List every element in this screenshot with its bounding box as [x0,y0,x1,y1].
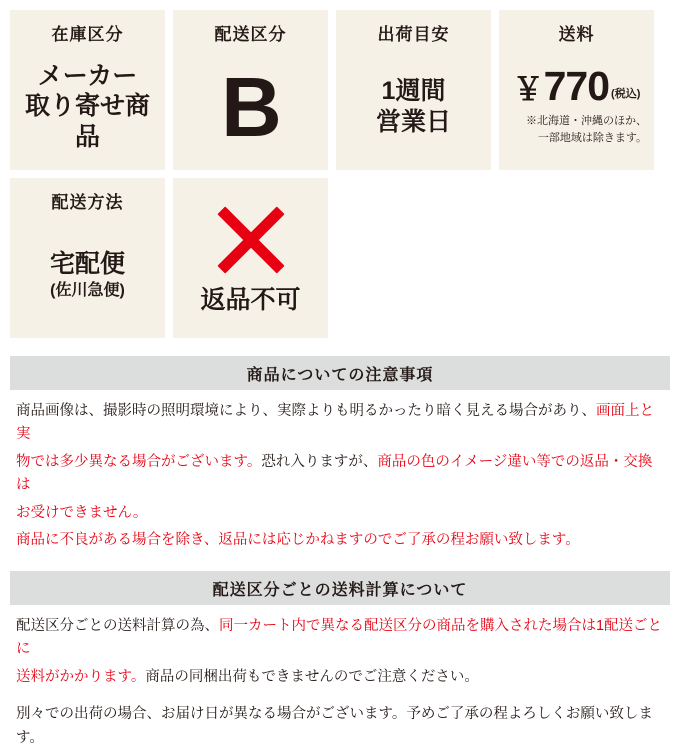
shipping-method-line2: (佐川急便) [50,282,125,300]
text-run: 恐れ入りますが、 [261,453,378,470]
paragraph [16,400,664,447]
text-run: お受けできません。 [16,504,148,521]
text-run: 商品に不良がある場合を除き、返品には応じかねますのでご了承の程お願い致します。 [16,532,580,549]
text-run: 物では多少異なる場合がございます。 [16,453,262,470]
card-body [179,188,322,332]
shipping-estimate-line2: 営業日 [375,107,451,136]
card-body [342,49,485,164]
card-body [505,49,648,164]
paragraph [16,529,664,552]
card-body [16,49,159,164]
info-card-grid [10,10,670,338]
section-body [10,390,670,553]
yen-symbol: ￥ [512,72,544,108]
stock-type-line1: メーカー [37,61,138,90]
paragraph [16,703,664,750]
section-product-notes [10,356,670,553]
shipping-fee-note [504,113,649,146]
text-run: 配送区分ごとの送料計算の為、 [16,617,219,634]
card-body [179,49,322,164]
card-title: 配送方法 [51,193,124,212]
card-shipping-fee [499,10,654,170]
shipping-fee-note-line2: 一部地域は除きます。 [537,131,647,144]
paragraph [16,451,664,498]
text-run: 同一カート内で異なる配送区分の商品を購入された場合は1配送ごとに [16,617,663,658]
text-run: 別々での出荷の場合、お届け日が異なる場合がございます。予めご了承の程よろしくお願い致します。 [16,706,653,746]
section-body [10,605,670,750]
card-stock-type [10,10,165,170]
card-shipping-estimate [336,10,491,170]
card-no-returns [173,178,328,338]
paragraph [16,615,664,662]
paragraph [16,666,664,689]
section-heading: 配送区分ごとの送料計算について [10,571,670,605]
card-title: 在庫区分 [51,25,124,44]
text-run: 商品の色のイメージ違い等での返品・交換は [16,453,653,494]
no-returns-label: 返品不可 [200,286,301,314]
paragraph [16,502,664,525]
shipping-fee-amount: 770 [543,62,610,109]
card-shipping-method [10,178,165,338]
tax-note: (税込) [611,88,641,101]
card-body [16,217,159,332]
text-run: 商品画像は、撮影時の照明環境により、実際よりも明るかったり暗く見える場合があり、 [16,403,596,419]
shipping-estimate-line1: 1週間 [381,77,446,105]
stock-type-line2: 取り寄せ商品 [24,92,150,151]
text-run: 送料がかかります。 [16,668,146,685]
shipping-method-line1: 宅配便 [49,249,125,278]
shipping-fee-note-line1: ※北海道・沖縄のほか、 [526,115,647,128]
section-heading: 商品についての注意事項 [10,356,670,390]
card-shipping-class [173,10,328,170]
shipping-fee-price [505,62,648,109]
section-shipping-calculation [10,571,670,750]
card-title: 出荷目安 [377,25,450,44]
card-title: 送料 [558,25,595,44]
card-title: 配送区分 [214,25,287,44]
text-run: 商品の同梱出荷もできませんのでご注意ください。 [145,668,479,685]
red-cross-icon [179,204,322,276]
text-run: 画面上と実 [16,403,654,443]
shipping-class-letter: B [221,59,280,154]
